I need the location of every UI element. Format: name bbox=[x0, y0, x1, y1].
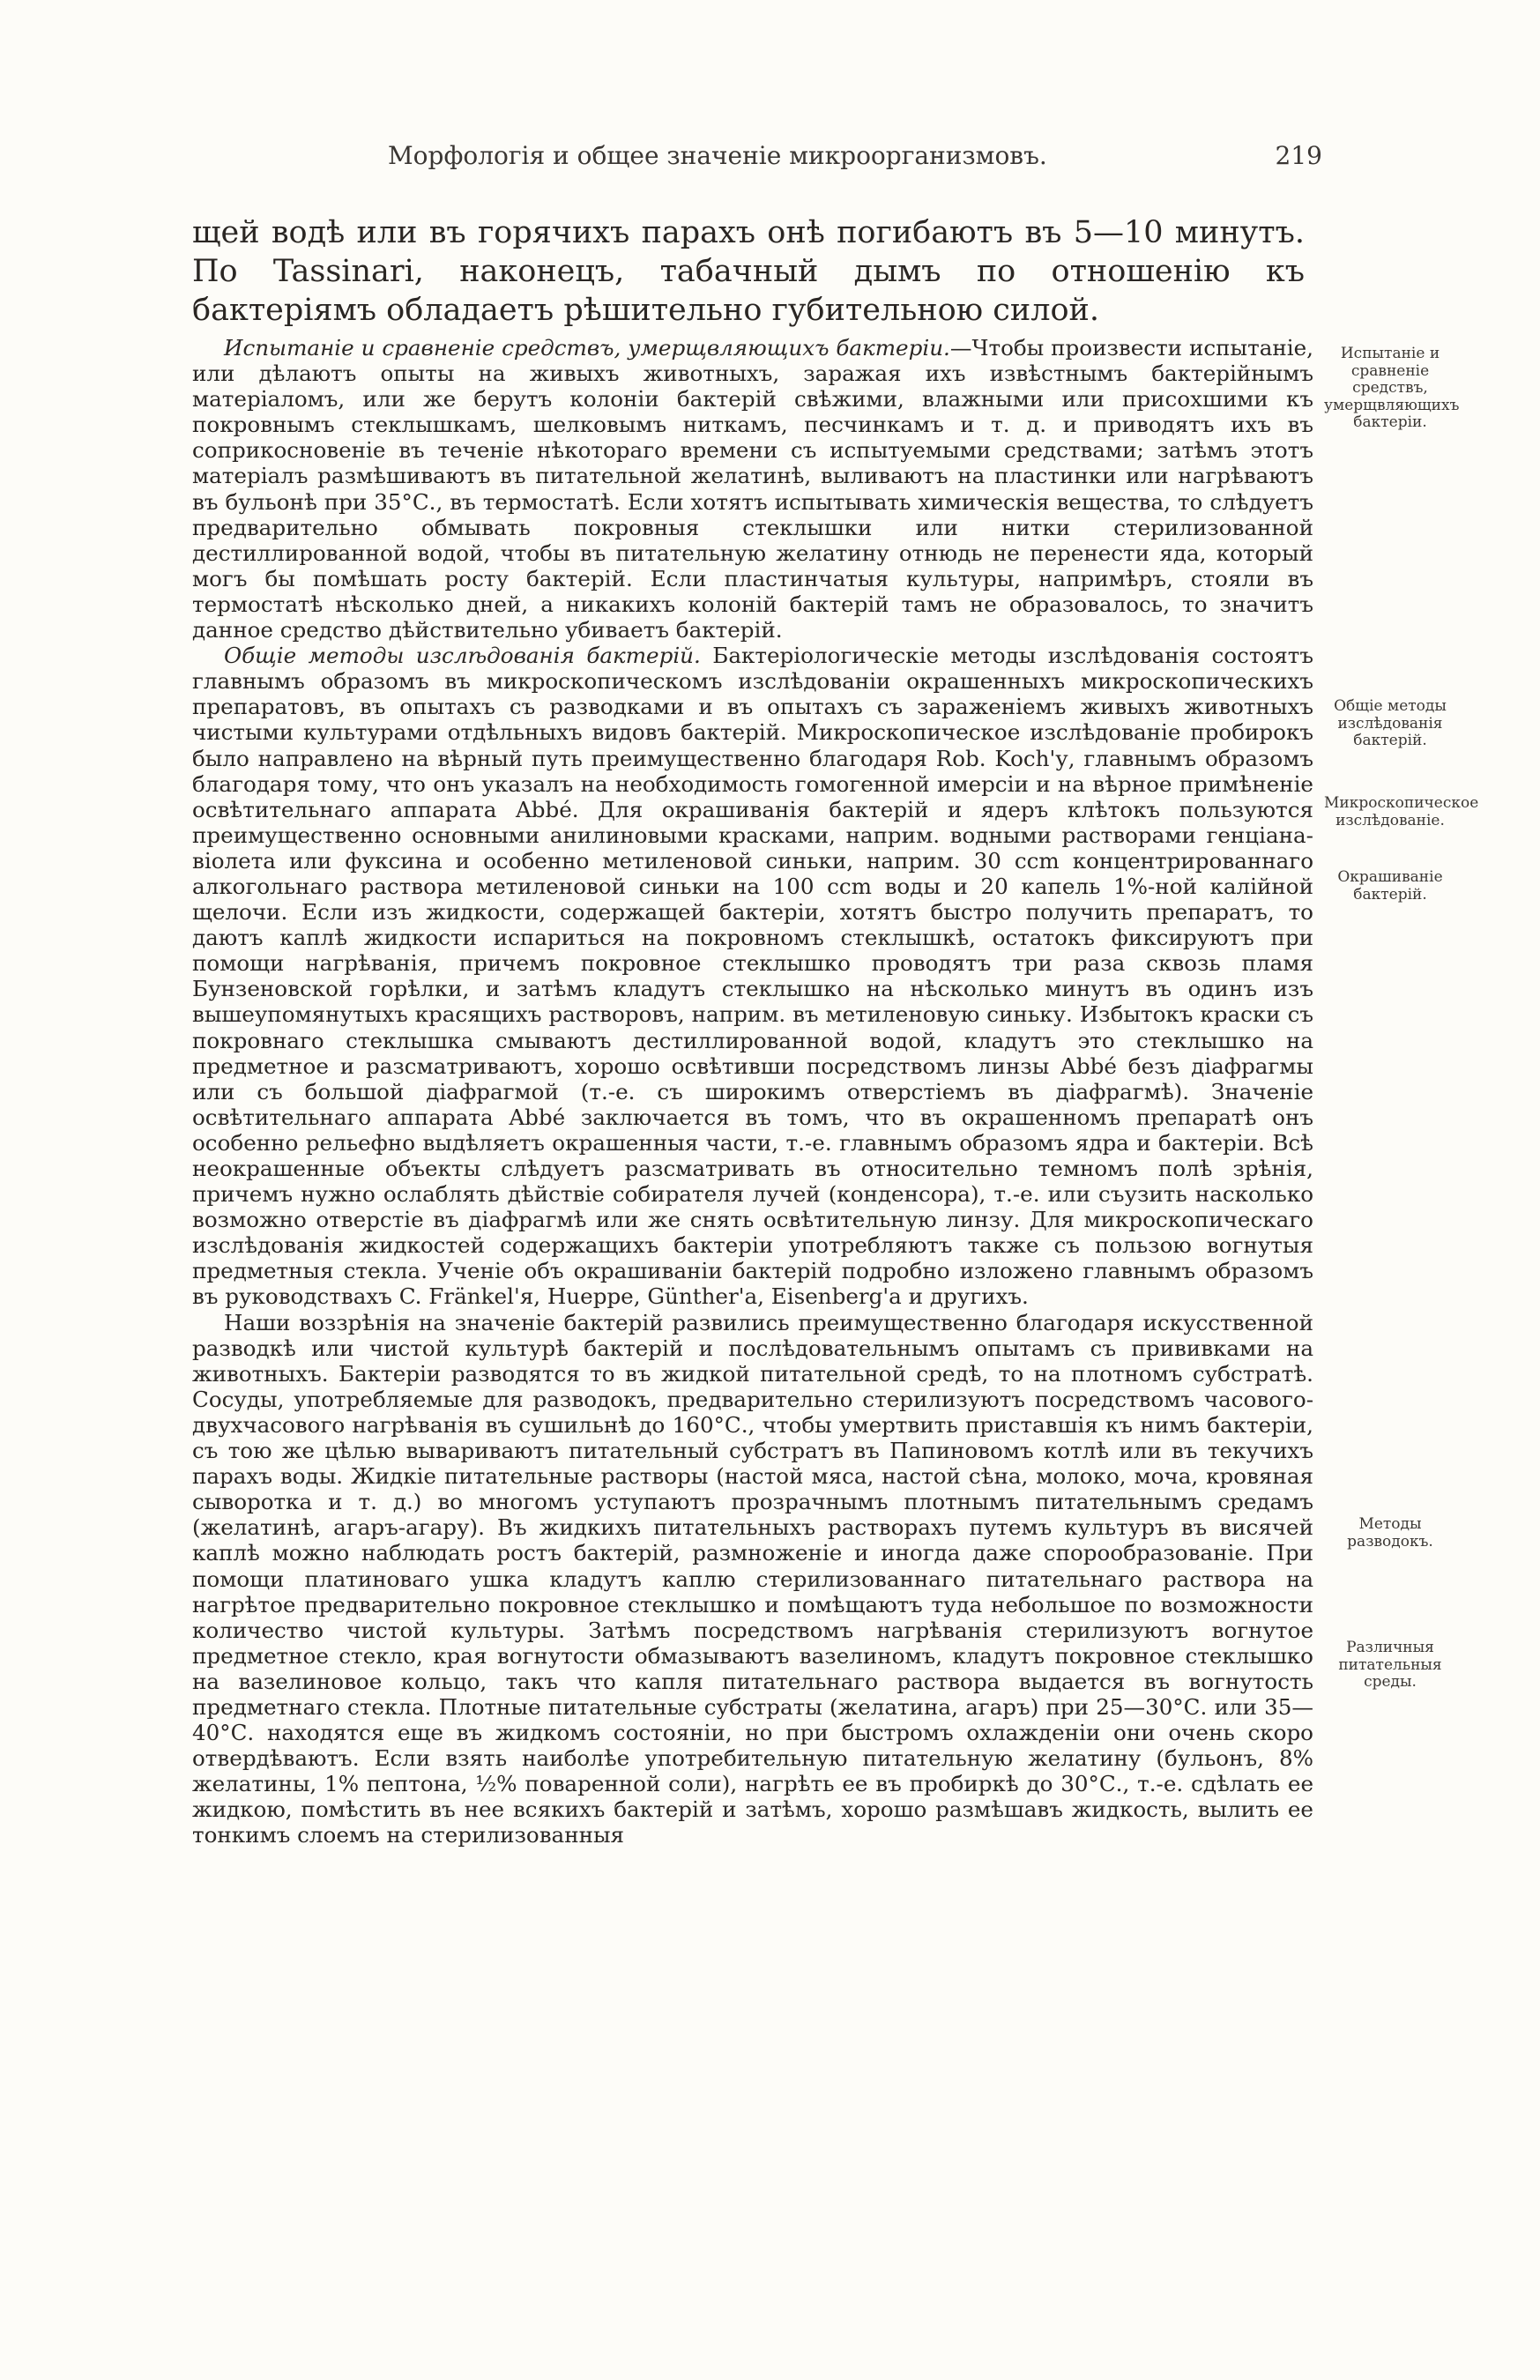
paragraph-testing bbox=[192, 335, 1313, 643]
main-text bbox=[192, 335, 1313, 1848]
intro-paragraph: щей водѣ или въ горячихъ парахъ онѣ погибаютъ въ 5—10 минутъ. По Tassinari, наконецъ, табачный дымъ по отношенію къ бактеріямъ обладаетъ рѣшительно губительною силой. bbox=[192, 215, 1305, 328]
margin-note-media: Различныя питательныя среды. bbox=[1338, 1639, 1442, 1691]
paragraph-text: Бактеріологическіе методы изслѣдованія состоятъ главнымъ образомъ въ микроскопическомъ изслѣдованіи окрашенныхъ микроскопическихъ препаратовъ, въ опытахъ съ разводками и въ опытахъ съ зараженіемъ живыхъ животныхъ чистыми культурами отдѣльныхъ видовъ бактерій. Микроскопическое изслѣдованіе пробирокъ было направлено на вѣрный путь преимущественно благодаря Rob. Koch'у, главнымъ образомъ благодаря тому, что онъ указалъ на необходимость гомогенной имерсіи и на вѣрное примѣненіе освѣтительнаго аппарата Abbé. Для окрашиванія бактерій и ядеръ клѣтокъ пользуются преимущественно основными анилиновыми красками, наприм. водными растворами генціана-віолета или фуксина и особенно метиленовой синьки, наприм. 30 ccm концентрированнаго алкогольнаго раствора метиленовой синьки на 100 ccm воды и 20 капель 1%-ной калійной щелочи. Если изъ жидкости, содержащей бактеріи, хотятъ быстро получить препаратъ, то даютъ каплѣ жидкости испариться на покровномъ стеклышкѣ, остатокъ фиксируютъ при помощи нагрѣванія, причемъ покровное стеклышко проводятъ три раза сквозь пламя Бунзеновской горѣлки, и затѣмъ кладутъ стеклышко на нѣсколько минутъ въ одинъ изъ вышеупомянутыхъ красящихъ растворовъ, наприм. въ метиленовую синьку. Избытокъ краски съ покровнаго стеклышка смываютъ дестиллированной водой, кладутъ это стеклышко на предметное и разсматриваютъ, хорошо освѣтивши посредствомъ линзы Abbé безъ діафрагмы или съ большой діафрагмой (т.-е. съ широкимъ отверстіемъ въ діафрагмѣ). Значеніе освѣтительнаго аппарата Abbé заключается въ томъ, что въ окрашенномъ препаратѣ онъ особенно рельефно выдѣляетъ окрашенныя части, т.-е. главнымъ образомъ ядра и бактеріи. Всѣ неокрашенные объекты слѣдуетъ разсматривать въ относительно темномъ полѣ зрѣнія, причемъ нужно ослаблять дѣйствіе собирателя лучей (конденсора), т.-е. или съузить насколько возможно отверстіе въ діафрагмѣ или же снять освѣтительную линзу. Для микроскопическаго изслѣдованія жидкостей содержащихъ бактеріи употребляютъ также съ пользою вогнутыя предметныя стекла. Ученіе объ окрашиваніи бактерій подробно изложено главнымъ образомъ въ руководствахъ C. Fränkel'я, Hueppe, Günther'а, Eisenberg'а и другихъ. bbox=[192, 643, 1313, 1310]
paragraph-text: Наши воззрѣнія на значеніе бактерій развились преимущественно благодаря искусственной разводкѣ или чистой культурѣ бактерій и послѣдовательнымъ опытамъ съ прививками на животныхъ. Бактеріи разводятся то въ жидкой питательной средѣ, то на плотномъ субстратѣ. Сосуды, употребляемые для разводокъ, предварительно стерилизуютъ посредствомъ часового-двухчасового нагрѣванія въ сушильнѣ до 160°С., чтобы умертвить приставшія къ нимъ бактеріи, съ тою же цѣлью вывариваютъ питательный субстратъ въ Папиновомъ котлѣ или въ текучихъ парахъ воды. Жидкіе питательные растворы (настой мяса, настой сѣна, молоко, моча, кровяная сыворотка и т. д.) во многомъ уступаютъ прозрачнымъ плотнымъ питательнымъ средамъ (желатинѣ, агаръ-агару). Въ жидкихъ питательныхъ растворахъ путемъ культуръ въ висячей каплѣ можно наблюдать ростъ бактерій, размноженіе и иногда даже спорообразованіе. При помощи платиноваго ушка кладутъ каплю стерилизованнаго питательнаго раствора на нагрѣтое предварительно покровное стеклышко и помѣщаютъ туда небольшое по возможности количество чистой культуры. Затѣмъ посредствомъ нагрѣванія стерилизуютъ вогнутое предметное стекло, края вогнутости обмазываютъ вазелиномъ, кладутъ покровное стеклышко на вазелиновое кольцо, такъ что капля питательнаго раствора выдается въ вогнутость предметнаго стекла. Плотные питательные субстраты (желатина, агаръ) при 25—30°С. или 35—40°С. находятся еще въ жидкомъ состояніи, но при быстромъ охлажденіи они очень скоро отвердѣваютъ. Если взять наиболѣе употребительную питательную желатину (бульонъ, 8% желатины, 1% пептона, ½% поваренной соли), нагрѣть ее въ пробиркѣ до 30°С., т.-е. сдѣлать ее жидкою, помѣстить въ нее всякихъ бактерій и затѣмъ, хорошо размѣшавъ жидкость, вылить ее тонкимъ слоемъ на стерилизованныя bbox=[192, 1309, 1313, 1848]
paragraph-text: —Чтобы произвести испытаніе, или дѣлаютъ опыты на живыхъ животныхъ, заражая ихъ извѣстнымъ бактерійнымъ матеріаломъ, или же берутъ колоніи бактерій свѣжими, влажными или присохшими къ покровнымъ стеклышкамъ, шелковымъ ниткамъ, песчинкамъ и т. д. и приводятъ ихъ въ соприкосновеніе въ теченіе нѣкотораго времени съ испытуемыми средствами; затѣмъ этотъ матеріалъ размѣшиваютъ въ питательной желатинѣ, выливаютъ на пластинки или нагрѣваютъ въ бульонѣ при 35°С., въ термостатѣ. Если хотятъ испытывать химическія вещества, то слѣдуетъ предварительно обмывать покровныя стеклышки или нитки стерилизованной дестиллированной водой, чтобы въ питательную желатину отнюдь не перенести яда, который могъ бы помѣшать росту бактерій. Если пластинчатыя культуры, напримѣръ, стояли въ термостатѣ нѣсколько дней, а никакихъ колоній бактерій тамъ не образовалось, то значитъ данное средство дѣйствительно убиваетъ бактерій. bbox=[192, 335, 1313, 643]
paragraph-cultures bbox=[192, 1310, 1313, 1848]
margin-note-cultures: Методы разводокъ. bbox=[1347, 1515, 1433, 1551]
paragraph-methods bbox=[192, 643, 1313, 1309]
margin-note-microscopy: Микроскопическое изслѣдованіе. bbox=[1324, 794, 1479, 829]
margin-note-staining: Окрашиваніе бактерій. bbox=[1337, 868, 1443, 904]
margin-note-methods: Общіе методы изслѣдованія бактерій. bbox=[1334, 697, 1447, 749]
running-title: Морфологія и общее значеніе микроорганизмовъ. bbox=[388, 141, 1047, 170]
margin-note-testing: Испытаніе и сравненіе средствъ, умерщвляющихъ бактеріи. bbox=[1324, 345, 1460, 431]
paragraph-heading: Общіе методы изслѣдованія бактерій. bbox=[224, 643, 701, 669]
paragraph-heading: Испытаніе и сравненіе средствъ, умерщвляющихъ бактеріи. bbox=[224, 335, 950, 361]
page-number: 219 bbox=[1275, 141, 1322, 170]
